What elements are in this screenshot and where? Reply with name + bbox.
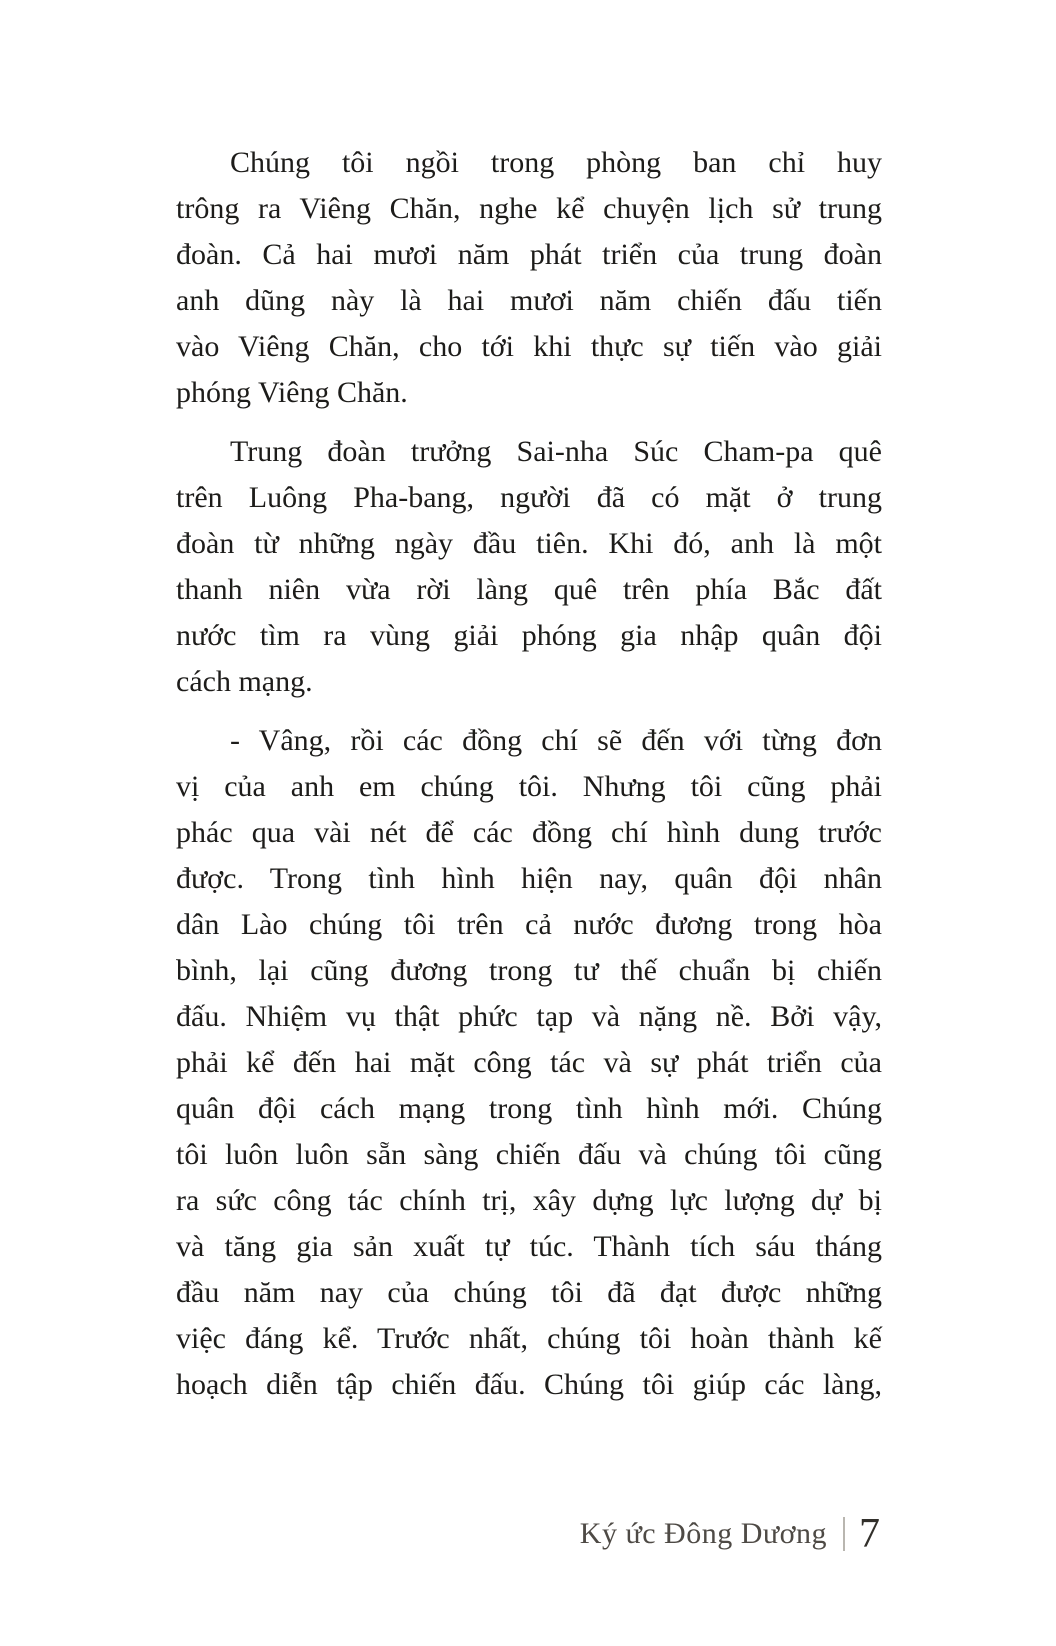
text-line: tôi luôn luôn sẵn sàng chiến đấu và chúng tôi cũng <box>176 1138 882 1171</box>
text-line: việc đáng kể. Trước nhất, chúng tôi hoàn thành kế <box>176 1322 882 1355</box>
text-line: anh dũng này là hai mươi năm chiến đấu tiến <box>176 284 882 317</box>
text-line: phác qua vài nét để các đồng chí hình dung trước <box>176 816 882 849</box>
text-line: Chúng tôi ngồi trong phòng ban chỉ huy <box>230 146 882 179</box>
text-line: nước tìm ra vùng giải phóng gia nhập quân đội <box>176 619 882 652</box>
text-line: phải kể đến hai mặt công tác và sự phát triển của <box>176 1046 882 1079</box>
body-text <box>176 140 882 1408</box>
text-line: phóng Viêng Chăn. <box>176 376 408 409</box>
text-line: vào Viêng Chăn, cho tới khi thực sự tiến vào giải <box>176 330 882 363</box>
text-line: vị của anh em chúng tôi. Nhưng tôi cũng phải <box>176 770 882 803</box>
paragraph <box>176 429 882 705</box>
text-line: đoàn. Cả hai mươi năm phát triển của trung đoàn <box>176 238 882 271</box>
text-line: hoạch diễn tập chiến đấu. Chúng tôi giúp các làng, <box>176 1368 882 1401</box>
text-line: đoàn từ những ngày đầu tiên. Khi đó, anh là một <box>176 527 882 560</box>
text-line: dân Lào chúng tôi trên cả nước đương trong hòa <box>176 908 882 941</box>
text-line: đầu năm nay của chúng tôi đã đạt được những <box>176 1276 882 1309</box>
text-line: đấu. Nhiệm vụ thật phức tạp và nặng nề. Bởi vậy, <box>176 1000 882 1033</box>
text-line: và tăng gia sản xuất tự túc. Thành tích sáu tháng <box>176 1230 882 1263</box>
page-footer <box>580 1512 880 1556</box>
footer-divider <box>843 1517 845 1551</box>
paragraph <box>176 718 882 1408</box>
text-line: trên Luông Pha-bang, người đã có mặt ở trung <box>176 481 882 514</box>
text-line: quân đội cách mạng trong tình hình mới. Chúng <box>176 1092 882 1125</box>
text-line: thanh niên vừa rời làng quê trên phía Bắc đất <box>176 573 882 606</box>
text-line: trông ra Viêng Chăn, nghe kể chuyện lịch sử trung <box>176 192 882 225</box>
text-line: được. Trong tình hình hiện nay, quân đội nhân <box>176 862 882 895</box>
paragraph <box>176 140 882 416</box>
page-number: 7 <box>859 1511 880 1557</box>
text-line: ra sức công tác chính trị, xây dựng lực lượng dự bị <box>176 1184 882 1217</box>
text-line: bình, lại cũng đương trong tư thế chuẩn bị chiến <box>176 954 882 987</box>
footer-book-title: Ký ức Đông Dương <box>579 1517 827 1550</box>
text-line: cách mạng. <box>176 665 313 698</box>
text-line: - Vâng, rồi các đồng chí sẽ đến với từng đơn <box>230 724 882 757</box>
text-line: Trung đoàn trưởng Sai-nha Súc Cham-pa quê <box>230 435 882 468</box>
